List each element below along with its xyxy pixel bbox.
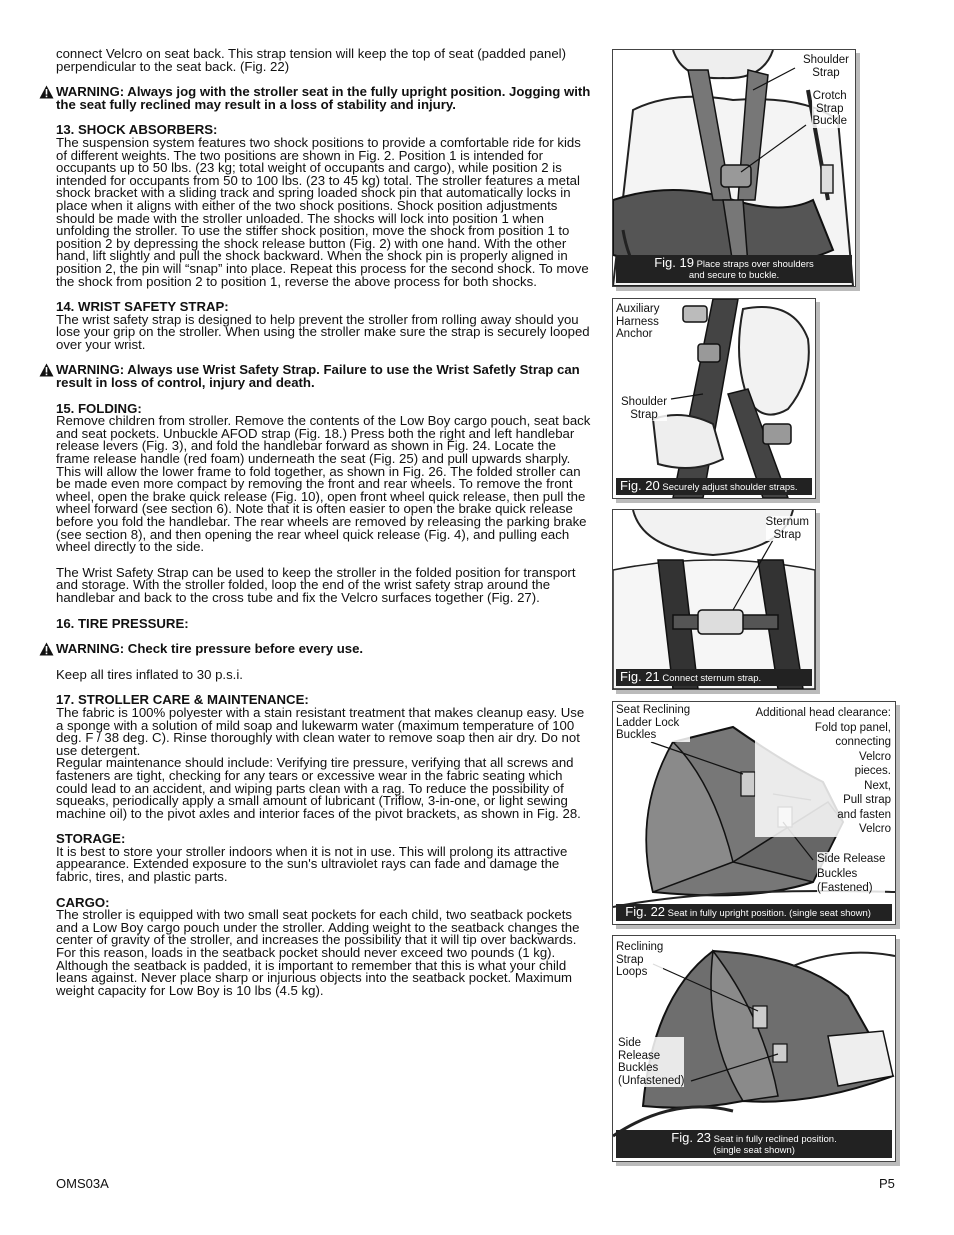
figure-21-caption: Fig. 21 Connect sternum strap. bbox=[616, 669, 812, 686]
paragraph-storage: It is best to store your stroller indoors when it is not in use. This will prolong its attractive appearance. Extended exposure to the sun's ultraviolet rays can fade and damage the fabric, tires, and plastic parts. bbox=[56, 843, 568, 885]
label-seat-reclining-ladder-lock-buckles: Seat Reclining Ladder Lock Buckles bbox=[616, 704, 691, 741]
figure-23-caption: Fig. 23 Seat in fully reclined position. (single seat shown) bbox=[616, 1130, 892, 1158]
warning-text: WARNING: Check tire pressure before every use. bbox=[56, 641, 364, 657]
warning-icon bbox=[39, 363, 54, 377]
label-shoulder-strap: Shoulder Strap bbox=[802, 54, 849, 79]
warning-text: WARNING: Always use Wrist Safety Strap. Failure to use the Wrist Safetly Strap can result in loss of control, injury and death. bbox=[56, 362, 580, 391]
paragraph-tire-pressure: Keep all tires inflated to 30 p.s.i. bbox=[56, 666, 243, 682]
paragraph-wrist-safety-strap: The wrist safety strap is designed to help prevent the stroller from rolling away should you lose your grip on the stroller. When using the stroller make sure the strap is securely looped over your wrist. bbox=[56, 311, 590, 352]
heading-folding: 15. FOLDING: bbox=[56, 400, 142, 416]
figure-19 bbox=[612, 49, 856, 287]
warning-tire-pressure bbox=[56, 643, 592, 656]
warning-jogging bbox=[56, 86, 592, 111]
warning-wrist-strap bbox=[56, 364, 592, 389]
label-sternum-strap: Sternum Strap bbox=[765, 516, 809, 541]
footer-page-number: P5 bbox=[879, 1176, 895, 1191]
warning-icon bbox=[39, 85, 54, 99]
paragraph-folding-transport: The Wrist Safety Strap can be used to keep the stroller in the folded position for transport and storage. With the stroller folded, loop the end of the wrist safety strap around the handlebar and back to the cross tube and fix the Velcro surfaces together (Fig. 27). bbox=[56, 564, 576, 605]
label-reclining-strap-loops: Reclining Strap Loops bbox=[616, 941, 664, 978]
heading-storage: STORAGE: bbox=[56, 831, 126, 847]
figure-23 bbox=[612, 935, 896, 1162]
label-additional-head-clearance: Additional head clearance: Fold top panel, connecting Velcro pieces. Next, Pull strap and fasten Velcro bbox=[755, 707, 891, 835]
figure-20 bbox=[612, 298, 816, 499]
paragraph-folding: Remove children from stroller. Remove the contents of the Low Boy cargo pouch, seat back and seat pockets. Unbuckle AFOD strap (Fig. 18.) Press both the right and left handlebar release levers (Fig. 3), and fold the handlebar forward as shown in Fig. 24. Locate the frame release handle (red foam) underneath the seat (Fig. 25) and pull upwards sharply. This will allow the lower frame to fold together, as shown in Fig. 26. The folded stroller can be made even more compact by removing the front and rear wheels. To remove the front wheel, open the brake quick release (Fig. 10), open front wheel quick release, then pull the wheel forward (see section 6). Note that it is often easier to open the brake quick release before you fold the handlebar. The rear wheels are removed by releasing the parking brake (see section 8), and then opening the rear wheel quick release (Fig. 4), and pulling each wheel directly to the side. bbox=[56, 413, 591, 555]
warning-text: WARNING: Always jog with the stroller seat in the fully upright position. Jogging with the seat fully reclined may result in a loss of stability and injury. bbox=[56, 84, 591, 112]
heading-wrist-safety-strap: 14. WRIST SAFETY STRAP: bbox=[56, 299, 229, 315]
figure-21 bbox=[612, 509, 816, 690]
figure-22 bbox=[612, 701, 896, 925]
heading-shock-absorbers: 13. SHOCK ABSORBERS: bbox=[56, 122, 218, 138]
paragraph-care-fabric: The fabric is 100% polyester with a stain resistant treatment that makes cleanup easy. Use a sponge with a solution of mild soap and lukewarm water (maximum temperature of 100 deg. F / 38 deg. C). Rinse thoroughly with clean water to remove soap then air dry. Do not use detergent. bbox=[56, 704, 585, 758]
label-crotch-strap-buckle: Crotch Strap Buckle bbox=[812, 90, 847, 127]
label-side-release-buckles-fastened: Side Release Buckles (Fastened) bbox=[817, 853, 886, 894]
paragraph-care-maintenance: Regular maintenance should include: Verifying tire pressure, verifying that all screws and fasteners are tight, checking for any tears or excessive wear in the fabric seating which could lead to an accident, and wiping parts clean with a rag. To reduce the possibility of squeaks, periodically apply a small amount of lubricant (Triflow, 3-in-one, or light sewing machine oil) to the pivot axles and interior faces of the pivot brackets, as shown in Fig. 28. bbox=[56, 755, 581, 821]
figure-19-illustration bbox=[613, 50, 855, 286]
warning-icon bbox=[39, 642, 54, 656]
heading-tire-pressure: 16. TIRE PRESSURE: bbox=[56, 615, 189, 631]
figure-22-caption: Fig. 22 Seat in fully upright position. (single seat shown) bbox=[616, 904, 892, 921]
label-shoulder-strap: Shoulder Strap bbox=[621, 396, 668, 421]
paragraph-shock-absorbers: The suspension system features two shock positions to provide a comfortable ride for kids of different weights. The two positions are shown in Fig. 2. Position 1 is intended for occupants up to 50 lbs. (23 kg; total weight of occupants and cargo), while position 2 is intended for occupants from 50 to 100 lbs. (23 to 45 kg) total. The stroller features a metal shock bracket with a sliding track and spring loaded shock pin that automatically locks in place when it aligns with either of the two shock positions. Shock position adjustments should be made with the stroller unloaded. The shocks will lock into position 1 when unfolding the stroller. To use the stiffer shock position, move the shock from position 1 to position 2 by depressing the shock release button (Fig. 2) with one hand. With the other hand, lift slightly and pull the shock backward. When the shock pin is properly aligned in position 2, the pin will “snap” into place. Repeat this process for the second shock. To move the shock from position 2 to position 1, reverse the above process for both shocks. bbox=[56, 134, 589, 289]
paragraph-cargo: The stroller is equipped with two small seat pockets for each child, two seatback pockets and a Low Boy cargo pouch under the stroller. Adding weight to the seatback changes the center of gravity of the stroller, and increases the possibility that it will tip over backwards. For this reason, loads in the seatback pocket should never exceed two pounds (1 kg). Although the seatback is padded, it is important to remember that this is what your child leans against. Never place sharp or injurious objects into the seatback pocket. Maximum weight capacity for Low Boy is 10 lbs (4.5 kg). bbox=[56, 907, 580, 998]
footer-document-code: OMS03A bbox=[56, 1176, 109, 1191]
label-auxiliary-harness-anchor: Auxiliary Harness Anchor bbox=[616, 303, 660, 340]
heading-care-maintenance: 17. STROLLER CARE & MAINTENANCE: bbox=[56, 692, 309, 708]
text-column bbox=[56, 48, 592, 997]
intro-paragraph: connect Velcro on seat back. This strap tension will keep the top of seat (padded panel) perpendicular to the seat back. (Fig. 22) bbox=[56, 46, 566, 74]
figure-20-caption: Fig. 20 Securely adjust shoulder straps. bbox=[616, 478, 812, 495]
label-side-release-buckles-unfastened: Side Release Buckles (Unfastened) bbox=[618, 1037, 685, 1087]
figure-19-caption: Fig. 19 Place straps over shoulders and secure to buckle. bbox=[616, 255, 852, 283]
heading-cargo: CARGO: bbox=[56, 894, 110, 910]
